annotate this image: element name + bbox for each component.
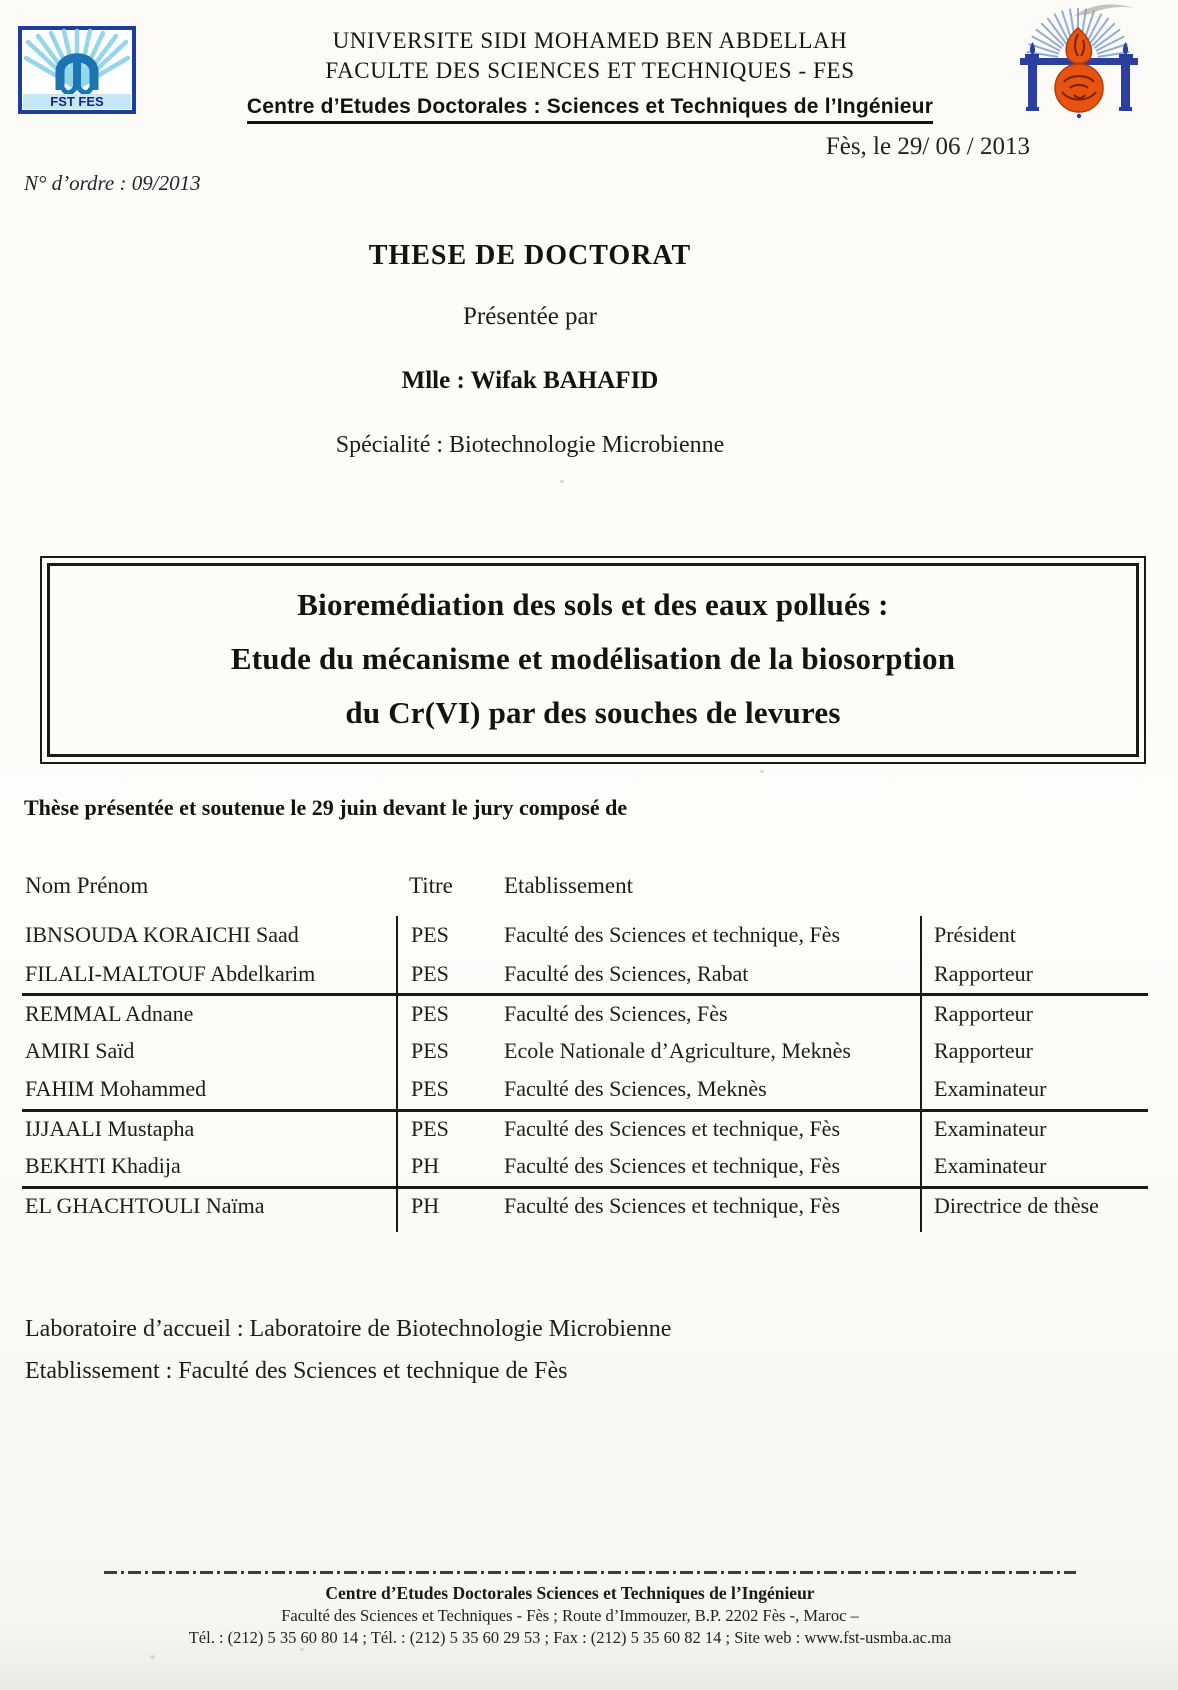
jury-member-etablissement: Faculté des Sciences, Fès xyxy=(504,1000,728,1026)
jury-member-etablissement: Faculté des Sciences et technique, Fès xyxy=(504,1193,841,1219)
footer-divider xyxy=(104,1571,1076,1574)
jury-member-etablissement: Faculté des Sciences et technique, Fès xyxy=(504,1116,841,1142)
jury-member-role: Examinateur xyxy=(920,1147,1148,1186)
author-name: Mlle : Wifak BAHAFID xyxy=(401,367,659,394)
column-header-etablissement: Etablissement xyxy=(504,873,634,898)
scan-speck xyxy=(560,480,564,483)
column-header-name: Nom Prénom xyxy=(25,873,149,898)
column-header-titre: Titre xyxy=(409,873,453,898)
faculty-name: FACULTE DES SCIENCES ET TECHNIQUES - FES xyxy=(325,58,855,83)
jury-member-role: Examinateur xyxy=(920,1070,1148,1109)
jury-row xyxy=(22,1186,1148,1225)
jury-member-role: Directrice de thèse xyxy=(920,1189,1148,1225)
jury-intro-line: Thèse présentée et soutenue le 29 juin devant le jury composé de xyxy=(24,795,628,820)
jury-member-titre: PES xyxy=(396,1070,504,1109)
jury-member-role: Examinateur xyxy=(920,1112,1148,1148)
document-type-title: THESE DE DOCTORAT xyxy=(368,240,692,271)
thesis-title-box xyxy=(40,556,1146,764)
footer-address: Faculté des Sciences et Techniques - Fès ; Route d’Immouzer, B.P. 2202 Fès -, Maroc – xyxy=(281,1606,859,1625)
jury-member-role: Rapporteur xyxy=(920,955,1148,994)
thesis-title-line-3: du Cr(VI) par des souches de levures xyxy=(345,695,841,730)
jury-member-name: FAHIM Mohammed xyxy=(25,1076,207,1102)
scan-speck xyxy=(760,770,764,773)
jury-member-role: Président xyxy=(920,916,1148,955)
jury-row xyxy=(22,993,1148,1032)
jury-member-titre: PES xyxy=(396,955,504,994)
thesis-title-line-1: Bioremédiation des sols et des eaux pollués : xyxy=(297,587,889,622)
jury-member-etablissement: Faculté des Sciences, Rabat xyxy=(504,960,749,986)
jury-member-name: BEKHTI Khadija xyxy=(25,1153,181,1179)
jury-member-etablissement: Faculté des Sciences, Meknès xyxy=(504,1076,767,1102)
header-block xyxy=(150,26,1030,124)
jury-member-name: IBNSOUDA KORAICHI Saad xyxy=(25,922,299,948)
doctoral-center-name: Centre d’Etudes Doctorales : Sciences et Techniques de l’Ingénieur xyxy=(247,95,933,124)
jury-member-etablissement: Ecole Nationale d’Agriculture, Meknès xyxy=(504,1037,851,1063)
jury-row xyxy=(22,1109,1148,1148)
jury-row xyxy=(22,916,1148,955)
thesis-title-box-inner xyxy=(47,563,1139,757)
presented-by-label: Présentée par xyxy=(463,303,597,330)
jury-member-etablissement: Faculté des Sciences et technique, Fès xyxy=(504,922,841,948)
jury-row xyxy=(22,1147,1148,1186)
fst-logo-text: FST FES xyxy=(50,94,104,109)
scan-speck xyxy=(150,1655,155,1659)
specialty-line: Spécialité : Biotechnologie Microbienne xyxy=(335,432,725,458)
jury-member-role: Rapporteur xyxy=(920,1032,1148,1071)
jury-member-titre: PES xyxy=(396,916,504,955)
jury-member-titre: PES xyxy=(396,1032,504,1071)
jury-member-titre: PH xyxy=(396,1147,504,1186)
footer-block xyxy=(40,1581,1100,1649)
jury-table-header xyxy=(22,868,1148,904)
jury-member-role: Rapporteur xyxy=(920,996,1148,1032)
order-number: N° d’ordre : 09/2013 xyxy=(24,171,201,195)
jury-member-name: REMMAL Adnane xyxy=(25,1000,194,1026)
date-line: Fès, le 29/ 06 / 2013 xyxy=(825,133,1030,160)
scan-artifact-mark xyxy=(1072,0,1142,22)
jury-member-name: EL GHACHTOULI Naïma xyxy=(25,1193,265,1219)
jury-member-etablissement: Faculté des Sciences et technique, Fès xyxy=(504,1153,841,1179)
jury-row xyxy=(22,955,1148,994)
jury-table xyxy=(22,868,1148,1232)
footer-center-name: Centre d’Etudes Doctorales Sciences et Techniques de l’Ingénieur xyxy=(325,1583,815,1603)
jury-member-name: IJJAALI Mustapha xyxy=(25,1116,195,1142)
fst-fes-logo xyxy=(18,26,136,114)
establishment-line: Etablissement : Faculté des Sciences et technique de Fès xyxy=(25,1358,568,1384)
host-laboratory-line: Laboratoire d’accueil : Laboratoire de Biotechnologie Microbienne xyxy=(25,1316,672,1342)
jury-row xyxy=(22,1032,1148,1071)
jury-row xyxy=(22,1070,1148,1109)
jury-member-titre: PES xyxy=(396,996,504,1032)
jury-member-name: FILALI-MALTOUF Abdelkarim xyxy=(25,960,316,986)
thesis-title-line-2: Etude du mécanisme et modélisation de la biosorption xyxy=(230,641,956,676)
jury-member-titre: PH xyxy=(396,1189,504,1225)
university-name: UNIVERSITE SIDI MOHAMED BEN ABDELLAH xyxy=(332,28,848,53)
footer-contact: Tél. : (212) 5 35 60 80 14 ; Tél. : (212) 5 35 60 29 53 ; Fax : (212) 5 35 60 82 14 ; Site web : www.fst-usmba.ac.ma xyxy=(188,1628,952,1647)
scan-speck xyxy=(300,1648,304,1651)
jury-member-titre: PES xyxy=(396,1112,504,1148)
jury-table-bottom-border xyxy=(22,1224,1148,1232)
jury-member-name: AMIRI Saïd xyxy=(25,1037,135,1063)
